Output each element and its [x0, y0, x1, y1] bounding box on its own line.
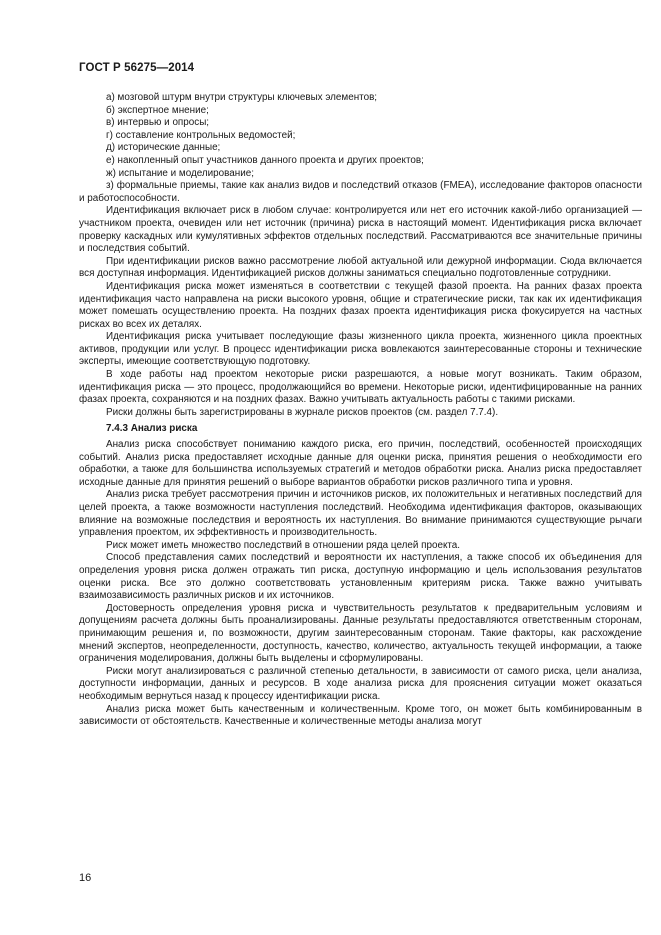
- paragraph: Риски должны быть зарегистрированы в журнале рисков проектов (см. раздел 7.7.4).: [106, 406, 499, 418]
- paragraph: Идентификация включает риск в любом случае: контролируется или нет его источник какой-либо организацией — участником проекта, очевиден или нет источник (причина) риска в настоящий момент. Идентификация риска включает проверку каскадных или кумулятивных эффектов отдельных последствий. Рассматриваются все значительные причины и последствия событий.: [79, 205, 642, 255]
- paragraph: В ходе работы над проектом некоторые риски разрешаются, а новые могут возникать. Таким образом, идентификация риска — это процесс, продолжающийся во времени. Некоторые риски, идентифицированные на ранних фазах проекта, сохраняются и на поздних фазах. Важно учитывать актуальность работы с такими рисками.: [79, 369, 642, 406]
- paragraph: Анализ риска может быть качественным и количественным. Кроме того, он может быть комбинированным в зависимости от обстоятельств. Качественные и количественные методы анализа могут: [79, 703, 642, 728]
- paragraph: Риски могут анализироваться с различной степенью детальности, в зависимости от самого риска, цели анализа, доступности информации, данных и ресурсов. В ходе анализа риска для прояснения ситуации может оказаться необходимым вернуться назад к процессу идентификации риска.: [79, 665, 642, 702]
- page-body: [79, 92, 642, 729]
- list-item: а) мозговой штурм внутри структуры ключевых элементов;: [106, 92, 378, 103]
- list-item: г) составление контрольных ведомостей;: [106, 129, 296, 141]
- page-number: 16: [79, 872, 92, 884]
- paragraph: Идентификация риска может изменяться в соответствии с текущей фазой проекта. На ранних фазах проекта идентификация часто направлена на риски высокого уровня, общие и стратегические риски, так как их идентификация может помешать осуществлению проекта. На поздних фазах проекта идентификация риска фокусируется на частных рисках во всех их деталях.: [79, 280, 642, 330]
- list-item: д) исторические данные;: [106, 142, 221, 154]
- paragraph: Анализ риска требует рассмотрения причин и источников рисков, их положительных и негативных последствий для целей проекта, а также возможности наступления последствий. Необходима идентификация факторов, оказывающих влияние на возможные последствия и вероятность их наступления. Во внимание принимаются существующие рычаги управления проектом, их эффективность и производительность.: [79, 489, 642, 539]
- document-header: ГОСТ Р 56275—2014: [79, 62, 195, 74]
- paragraph: Достоверность определения уровня риска и чувствительность результатов к предварительным условиям и допущениям расчета должны быть проанализированы. Данные результаты предоставляются ответственным сторонам, принимающим решения и, по возможности, другим заинтересованным сторонам. Такие факторы, как расхождение мнений экспертов, неопределенности, доступность, качество, количество, актуальность текущей информации, а также ограничения моделирования, должны быть выделены и сформулированы.: [79, 602, 642, 665]
- list-item: е) накопленный опыт участников данного проекта и других проектов;: [106, 154, 424, 166]
- paragraph: Способ представления самих последствий и вероятности их наступления, а также способ их объединения для определения уровня риска должен отражать тип риска, доступную информацию и цель использования результатов оценки риска. Все это должно соответствовать установленным критериям риска. Также важно учитывать взаимозависимость различных рисков и их источников.: [79, 552, 642, 602]
- section-heading: 7.4.3 Анализ риска: [106, 423, 198, 435]
- list-item: в) интервью и опросы;: [106, 117, 210, 129]
- paragraph: Идентификация риска учитывает последующие фазы жизненного цикла проекта, жизненного цикла проектных активов, продукции или услуг. В процесс идентификации риска вовлекаются заинтересованные стороны и технические эксперты, имеющие соответствующую подготовку.: [79, 331, 642, 368]
- paragraph: Анализ риска способствует пониманию каждого риска, его причин, последствий, особенностей происходящих событий. Анализ риска предоставляет исходные данные для оценки риска, принятия решения о необходимости его обработки, а также для большинства используемых стратегий и методов обработки риска. Анализ риска предоставляет исходные данные для принятия решений о выборе вариантов обработки рисков различного типа и уровня.: [79, 439, 642, 488]
- list-item: ж) испытание и моделирование;: [106, 167, 254, 179]
- paragraph: Риск может иметь множество последствий в отношении ряда целей проекта.: [106, 539, 461, 551]
- list-item: б) экспертное мнение;: [106, 104, 209, 116]
- list-item-z: з) формальные приемы, такие как анализ видов и последствий отказов (FMEA), исследование факторов опасности и работоспособности.: [79, 180, 642, 204]
- paragraph: При идентификации рисков важно рассмотрение любой актуальной или дежурной информации. Сюда включается вся доступная информация. Идентификацией рисков должны заниматься специально подготовленные сотрудники.: [79, 255, 642, 280]
